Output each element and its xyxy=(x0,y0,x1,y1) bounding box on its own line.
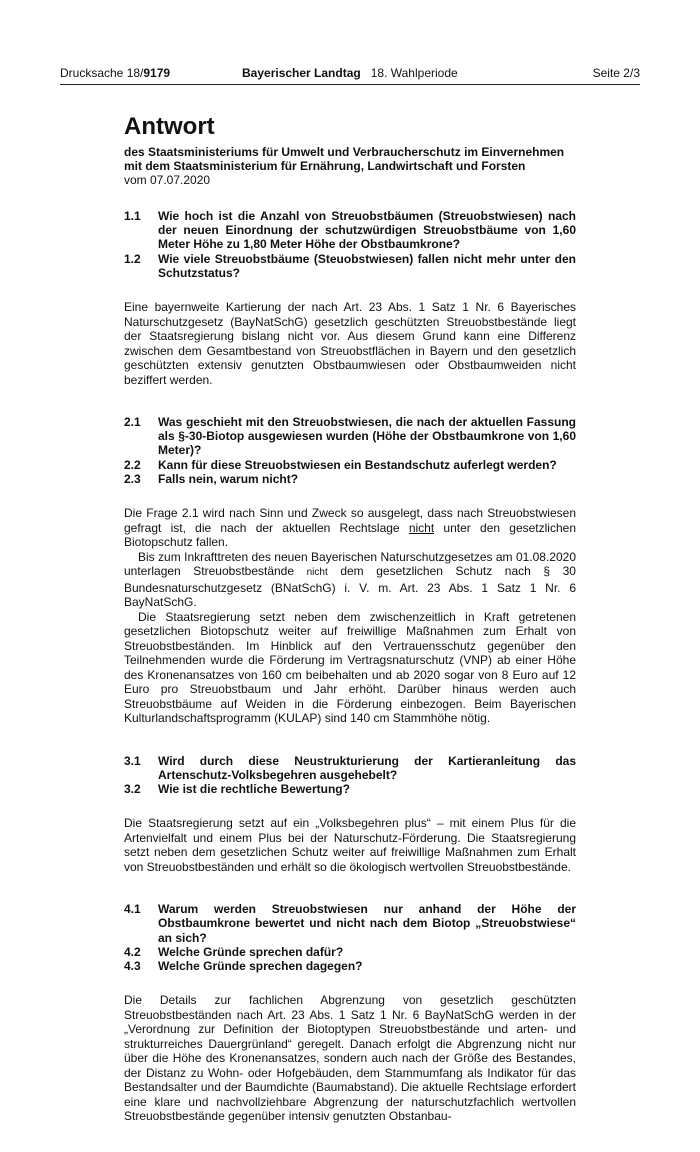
questions-3 xyxy=(124,754,576,797)
page-header xyxy=(60,66,640,82)
question: 1.2 Wie viele Streuobstbäume (Steuobstwiesen) fallen nicht mehr unter den Schutzstatus? xyxy=(124,251,576,280)
section-3 xyxy=(124,754,576,875)
page-number: Seite 2/3 xyxy=(592,66,640,80)
questions-2 xyxy=(124,415,576,486)
question: 3.1 Wird durch diese Neustrukturierung der Kartieranleitung das Artenschutz-Volksbegehren ausgehebelt? xyxy=(124,753,576,782)
section-1 xyxy=(124,209,576,387)
doc-subtitle-line1: des Staatsministeriums für Umwelt und Verbraucherschutz im Einvernehmen xyxy=(124,145,565,159)
answer-paragraph: Bis zum Inkrafttreten des neuen Bayerischen Naturschutzgesetzes am 01.08.2020 unterlagen Streuobstbestände nicht dem gesetzlichen Schutz nach § 30 Bundesnaturschutzgesetz (BNatSchG) i. V. m. Art. 23 Abs. 1 Satz 1 Nr. 6 BayNatSchG. xyxy=(124,549,576,610)
answer-paragraph: Eine bayernweite Kartierung der nach Art. 23 Abs. 1 Satz 1 Nr. 6 Bayerisches Naturschutzgesetz (BayNatSchG) gesetzlich geschützten Streuobstbestände liegt der Staatsregierung bislang nicht vor. Aus diesem Grund kann eine Differenz zwischen dem Gesamtbestand von Streuobstflächen in Bayern und den gesetzlich geschützten extensiv genutzten Obstbaumwiesen oder Obstbaumweiden nicht beziffert werden. xyxy=(124,300,576,387)
question: 2.2 Kann für diese Streuobstwiesen ein Bestandschutz auferlegt werden? xyxy=(124,457,557,472)
question: 1.1 Wie hoch ist die Anzahl von Streuobstbäumen (Streuobstwiesen) nach der neuen Einordnung der schutzwürdigen Streuobstbäume von 1,60 Meter Höhe zu 1,80 Meter Höhe der Obstbaumkrone? xyxy=(124,209,576,252)
question: 4.3 Welche Gründe sprechen dagegen? xyxy=(124,958,363,973)
doc-title: Antwort xyxy=(124,113,215,140)
doc-date: vom 07.07.2020 xyxy=(124,173,211,187)
answer-paragraph: Die Staatsregierung setzt neben dem zwischenzeitlich in Kraft getretenen gesetzlichen Biotopschutz weiter auf freiwillige Maßnahmen zum Erhalt von Streuobstbeständen. Im Hinblick auf den Vertrauensschutz gegenüber den Teilnehmenden wurde die Förderung im Vertragsnaturschutz (VNP) ab einer Höhe des Kronenansatzes von 160 cm beibehalten und ab 2020 sogar von 8 Euro auf 12 Euro pro Streuobstbaum und Jahr erhöht. Darüber hinaus werden auch Streuobstbäume auf Weiden in die Förderung einbezogen. Beim Bayerischen Kulturlandschaftsprogramm (KULAP) sind 140 cm Stammhöhe nötig. xyxy=(124,609,576,726)
landtag-label: Bayerischer Landtag 18. Wahlperiode xyxy=(242,66,458,80)
answer-paragraph: Die Details zur fachlichen Abgrenzung von gesetzlich geschützten Streuobstbeständen nach Art. 23 Abs. 1 Satz 1 Nr. 6 BayNatSchG werden in der „Verordnung zur Definition der Biotoptypen Streuobstbestände und arten- und strukturreiches Dauergrünland“ geregelt. Danach erfolgt die Abgrenzung nicht nur über die Höhe des Kronenansatzes, sondern auch nach der Größe des Bestandes, der Distanz zu Wohn- oder Hofgebäuden, dem Stammumfang als Indikator für das Bestandsalter und der Baumdichte (Baumabstand). Die aktuelle Rechtslage erfordert eine klare und nachvollziehbare Abgrenzung der naturschutzfachlich wertvollen Streuobstbestände gegenüber intensiv genutzten Obstanbau- xyxy=(124,993,576,1124)
underlined-word: nicht xyxy=(408,520,435,535)
doc-subtitle-line2: mit dem Staatsministerium für Ernährung, Landwirtschaft und Forsten xyxy=(124,159,526,173)
questions-4 xyxy=(124,902,576,973)
section-4 xyxy=(124,902,576,1124)
drucksache-label: Drucksache 18/9179 xyxy=(60,66,171,80)
question: 3.2 Wie ist die rechtliche Bewertung? xyxy=(124,781,350,796)
question: 2.3 Falls nein, warum nicht? xyxy=(124,471,299,486)
header-divider xyxy=(60,84,640,85)
question: 4.1 Warum werden Streuobstwiesen nur anhand der Höhe der Obstbaumkrone bewertet und nicht nach dem Biotop „Streuobstwiese“ an sich? xyxy=(124,902,576,945)
section-2 xyxy=(124,415,576,726)
answer-paragraph: Die Frage 2.1 wird nach Sinn und Zweck so ausgelegt, dass nach Streuobstwiesen gefragt ist, die nach der aktuellen Rechtslage nicht unter den gesetzlichen Biotopschutz fallen. xyxy=(124,506,576,550)
question: 2.1 Was geschieht mit den Streuobstwiesen, die nach der aktuellen Fassung als §-30-Biotop ausgewiesen wurden (Höhe der Obstbaumkrone von 1,60 Meter)? xyxy=(124,415,576,458)
main-content xyxy=(124,113,576,1152)
questions-1 xyxy=(124,209,576,280)
question: 4.2 Welche Gründe sprechen dafür? xyxy=(124,944,344,959)
answer-paragraph: Die Staatsregierung setzt auf ein „Volksbegehren plus“ – mit einem Plus für die Artenvielfalt und einem Plus bei der Naturschutz-Förderung. Die Staatsregierung setzt neben dem gesetzlichen Schutz weiter auf freiwillige Maßnahmen zum Erhalt von Streuobstbeständen und erhält so die ökologisch wertvollen Streuobstbestände. xyxy=(124,816,576,874)
